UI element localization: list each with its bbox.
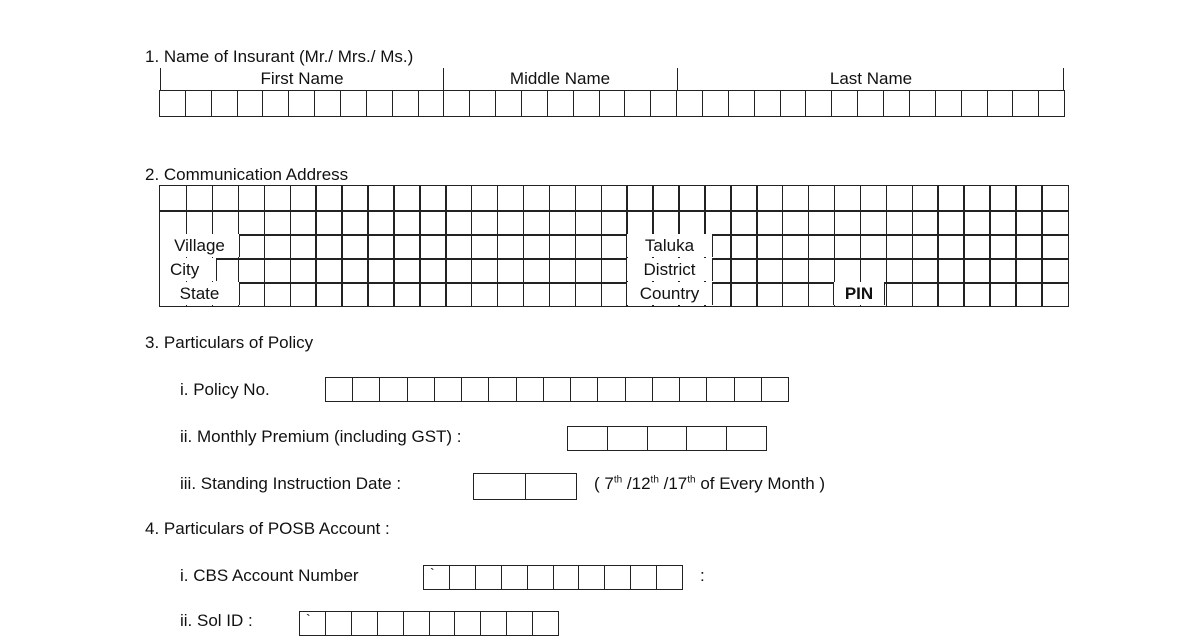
grid-line <box>393 186 395 306</box>
char-box[interactable] <box>430 612 456 635</box>
char-box[interactable] <box>380 378 407 401</box>
char-box[interactable] <box>858 91 884 116</box>
char-box[interactable] <box>533 612 558 635</box>
char-box[interactable] <box>517 378 544 401</box>
char-box[interactable] <box>462 378 489 401</box>
name-boxes[interactable] <box>159 90 1065 117</box>
char-box[interactable]: ` <box>424 566 450 589</box>
char-box[interactable] <box>755 91 781 116</box>
char-box[interactable] <box>707 378 734 401</box>
grid-line <box>1015 186 1017 306</box>
char-box[interactable] <box>703 91 729 116</box>
grid-line <box>756 186 758 306</box>
char-box[interactable] <box>579 566 605 589</box>
char-box[interactable] <box>474 474 526 499</box>
char-box[interactable] <box>1013 91 1039 116</box>
char-box[interactable] <box>212 91 238 116</box>
si-date-note: ( 7th /12th /17th of Every Month ) <box>594 474 826 493</box>
char-box[interactable] <box>160 91 186 116</box>
si-date-boxes[interactable] <box>473 473 577 500</box>
country-label: Country <box>626 282 713 305</box>
char-box[interactable] <box>352 612 378 635</box>
grid-line <box>808 186 810 306</box>
middle-name-label: Middle Name <box>509 69 611 88</box>
char-box[interactable] <box>476 566 502 589</box>
grid-line <box>912 186 914 306</box>
grid-line <box>886 186 888 306</box>
grid-line <box>1041 186 1043 306</box>
char-box[interactable] <box>625 91 651 116</box>
section-3-title: 3. Particulars of Policy <box>145 333 314 352</box>
char-box[interactable] <box>729 91 755 116</box>
char-box[interactable] <box>962 91 988 116</box>
char-box[interactable] <box>1039 91 1064 116</box>
char-box[interactable] <box>455 612 481 635</box>
char-box[interactable] <box>289 91 315 116</box>
char-box[interactable] <box>481 612 507 635</box>
char-box[interactable] <box>910 91 936 116</box>
grid-line <box>264 186 266 306</box>
char-box[interactable] <box>781 91 807 116</box>
grid-line <box>937 186 939 306</box>
grid-line <box>963 186 965 306</box>
char-box[interactable] <box>884 91 910 116</box>
section-1-title: 1. Name of Insurant (Mr./ Mrs./ Ms.) <box>145 47 414 66</box>
si-date-label: iii. Standing Instruction Date : <box>180 474 402 493</box>
char-box[interactable] <box>326 378 353 401</box>
char-box[interactable] <box>936 91 962 116</box>
grid-line <box>160 210 1068 212</box>
char-box[interactable] <box>648 427 688 450</box>
grid-line <box>730 186 732 306</box>
char-box[interactable]: ` <box>300 612 326 635</box>
char-box[interactable] <box>408 378 435 401</box>
grid-line <box>160 234 1068 236</box>
char-box[interactable] <box>444 91 470 116</box>
grid-line <box>575 186 577 306</box>
char-box[interactable] <box>496 91 522 116</box>
char-box[interactable] <box>574 91 600 116</box>
policy-no-boxes[interactable] <box>325 377 789 402</box>
char-box[interactable] <box>598 378 625 401</box>
grid-line <box>471 186 473 306</box>
cbs-colon: : <box>700 566 705 585</box>
char-box[interactable] <box>571 378 598 401</box>
char-box[interactable] <box>680 378 707 401</box>
city-label: City <box>160 258 217 281</box>
char-box[interactable] <box>450 566 476 589</box>
char-box[interactable] <box>522 91 548 116</box>
char-box[interactable] <box>544 378 571 401</box>
char-box[interactable] <box>548 91 574 116</box>
premium-boxes[interactable] <box>567 426 767 451</box>
taluka-label: Taluka <box>626 234 713 257</box>
sol-id-boxes[interactable] <box>299 611 559 636</box>
cbs-account-boxes[interactable] <box>423 565 683 590</box>
grid-line <box>341 186 343 306</box>
grid-line <box>290 186 292 306</box>
char-box[interactable] <box>238 91 264 116</box>
cbs-label: i. CBS Account Number <box>180 566 359 585</box>
grid-line <box>523 186 525 306</box>
char-box[interactable] <box>263 91 289 116</box>
char-box[interactable] <box>988 91 1014 116</box>
grid-line <box>549 186 551 306</box>
char-box[interactable] <box>353 378 380 401</box>
char-box[interactable] <box>687 427 727 450</box>
char-box[interactable] <box>651 91 677 116</box>
name-header <box>160 68 1064 90</box>
grid-line <box>367 186 369 306</box>
grid-line <box>160 282 1068 284</box>
char-box[interactable] <box>631 566 657 589</box>
char-box[interactable] <box>404 612 430 635</box>
last-name-label: Last Name <box>829 69 913 88</box>
char-box[interactable] <box>378 612 404 635</box>
char-box[interactable] <box>507 612 533 635</box>
char-box[interactable] <box>502 566 528 589</box>
char-box[interactable] <box>832 91 858 116</box>
state-label: State <box>160 282 240 305</box>
address-grid[interactable] <box>159 185 1069 307</box>
char-box[interactable] <box>727 427 766 450</box>
char-box[interactable] <box>186 91 212 116</box>
grid-line <box>419 186 421 306</box>
char-box[interactable] <box>367 91 393 116</box>
sol-id-label: ii. Sol ID : <box>180 611 253 630</box>
grid-line <box>497 186 499 306</box>
district-label: District <box>626 258 713 281</box>
char-box[interactable] <box>600 91 626 116</box>
char-box[interactable] <box>735 378 762 401</box>
char-box[interactable] <box>435 378 462 401</box>
char-box[interactable] <box>605 566 631 589</box>
char-box[interactable] <box>762 378 788 401</box>
char-box[interactable] <box>554 566 580 589</box>
char-box[interactable] <box>326 612 352 635</box>
char-box[interactable] <box>526 474 577 499</box>
first-name-label: First Name <box>260 69 344 88</box>
grid-line <box>989 186 991 306</box>
grid-line <box>315 186 317 306</box>
premium-label: ii. Monthly Premium (including GST) : <box>180 427 462 446</box>
section-4-title: 4. Particulars of POSB Account : <box>145 519 390 538</box>
char-box[interactable] <box>657 566 682 589</box>
char-box[interactable] <box>393 91 419 116</box>
char-box[interactable] <box>626 378 653 401</box>
grid-line <box>601 186 603 306</box>
grid-line <box>445 186 447 306</box>
grid-line <box>160 258 1068 260</box>
char-box[interactable] <box>653 378 680 401</box>
char-box[interactable] <box>806 91 832 116</box>
section-2-title: 2. Communication Address <box>145 165 349 184</box>
pin-label: PIN <box>833 282 885 305</box>
char-box[interactable] <box>419 91 445 116</box>
village-label: Village <box>160 234 240 257</box>
char-box[interactable] <box>315 91 341 116</box>
char-box[interactable] <box>677 91 703 116</box>
char-box[interactable] <box>608 427 648 450</box>
char-box[interactable] <box>568 427 608 450</box>
char-box[interactable] <box>470 91 496 116</box>
char-box[interactable] <box>528 566 554 589</box>
char-box[interactable] <box>489 378 516 401</box>
char-box[interactable] <box>341 91 367 116</box>
policy-no-label: i. Policy No. <box>180 380 270 399</box>
grid-line <box>782 186 784 306</box>
